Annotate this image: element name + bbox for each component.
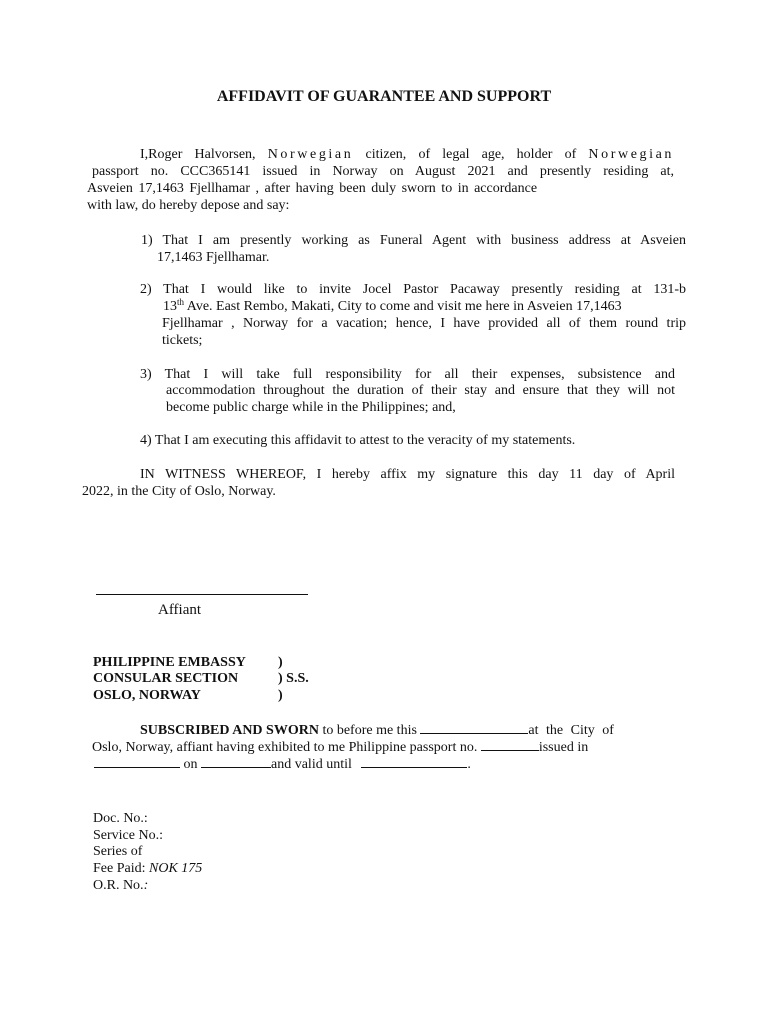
venue-embassy: PHILIPPINE EMBASSY — [93, 655, 246, 670]
jurat-text-3: Oslo, Norway, affiant having exhibited to me Philippine passport no. — [92, 740, 481, 755]
valid-until-blank — [361, 754, 467, 768]
jurat-text-6: and valid until — [271, 757, 356, 772]
intro-line-3: Asveien 17,1463 Fjellhamar , after having been duly sworn to in accordance — [87, 181, 538, 196]
item-1-line-1: 1) That I am presently working as Funeral Agent with business address at Asveien — [141, 233, 686, 248]
date-blank — [420, 720, 528, 734]
service-no: Service No.: — [93, 828, 163, 843]
issue-date-blank — [201, 754, 271, 768]
item-2-line-4: tickets; — [162, 333, 203, 348]
item-3-line-2: accommodation throughout the duration of their stay and ensure that they will not — [166, 383, 675, 398]
passport-no-blank — [481, 737, 539, 751]
venue-paren-3: ) — [278, 688, 283, 703]
venue-paren-1: ) — [278, 655, 283, 670]
intro-line-1 — [140, 146, 674, 163]
fee-label: Fee Paid: — [93, 861, 149, 876]
intro-line-2: passport no. CCC365141 issued in Norway on August 2021 and presently residing at, — [92, 164, 674, 179]
venue-city: OSLO, NORWAY — [93, 688, 201, 703]
fee-value: NOK 175 — [149, 861, 203, 876]
item-3-line-3: become public charge while in the Philippines; and, — [166, 400, 456, 415]
jurat-period: . — [467, 757, 471, 772]
item-2-line-1: 2) That I would like to invite Jocel Pastor Pacaway presently residing at 131-b — [140, 282, 686, 297]
item-2-line-3: Fjellhamar , Norway for a vacation; hence, I have provided all of them round trip — [162, 316, 686, 331]
affiant-label: Affiant — [158, 602, 202, 618]
issue-place-blank — [94, 754, 180, 768]
jurat-text-5: on — [180, 757, 201, 772]
doc-no: Doc. No.: — [93, 811, 148, 826]
item-4-line-1: 4) That I am executing this affidavit to attest to the veracity of my statements. — [140, 433, 576, 448]
document-title: AFFIDAVIT OF GUARANTEE AND SUPPORT — [216, 88, 552, 105]
or-label: O.R. No. — [93, 878, 144, 893]
or-no — [93, 877, 148, 894]
venue-ss: ) S.S. — [278, 671, 309, 686]
intro-line-4: with law, do hereby depose and say: — [87, 198, 290, 213]
or-colon: : — [143, 878, 149, 893]
item-2-address: Ave. East Rembo, Makati, City to come and visit me here in Asveien 17,1463 — [184, 299, 622, 314]
fee-paid — [93, 860, 202, 877]
nationality-2: Norwegian — [588, 147, 675, 162]
signature-line — [96, 594, 308, 595]
item-2-line-2 — [163, 298, 686, 315]
ordinal-suffix: th — [177, 297, 185, 307]
jurat-line-3 — [94, 754, 471, 773]
witness-line-1: IN WITNESS WHEREOF, I hereby affix my signature this day 11 day of April — [140, 467, 675, 482]
item-1-line-2: 17,1463 Fjellhamar. — [157, 250, 270, 265]
jurat-text-1: to before me this — [318, 723, 421, 738]
witness-line-2: 2022, in the City of Oslo, Norway. — [82, 484, 276, 499]
venue-section: CONSULAR SECTION — [93, 671, 239, 686]
jurat-text-4: issued in — [538, 740, 589, 755]
affiant-name: I,Roger Halvorsen, — [140, 147, 256, 162]
series-of: Series of — [93, 844, 143, 859]
intro-text: citizen, of legal age, holder of — [365, 147, 577, 162]
jurat-heading: SUBSCRIBED AND SWORN — [140, 723, 319, 738]
item-3-line-1: 3) That I will take full responsibility for all their expenses, subsistence and — [140, 367, 675, 382]
jurat-text-2: at the City of — [528, 723, 614, 738]
street-number: 13 — [163, 299, 177, 314]
nationality-1: Norwegian — [267, 147, 354, 162]
